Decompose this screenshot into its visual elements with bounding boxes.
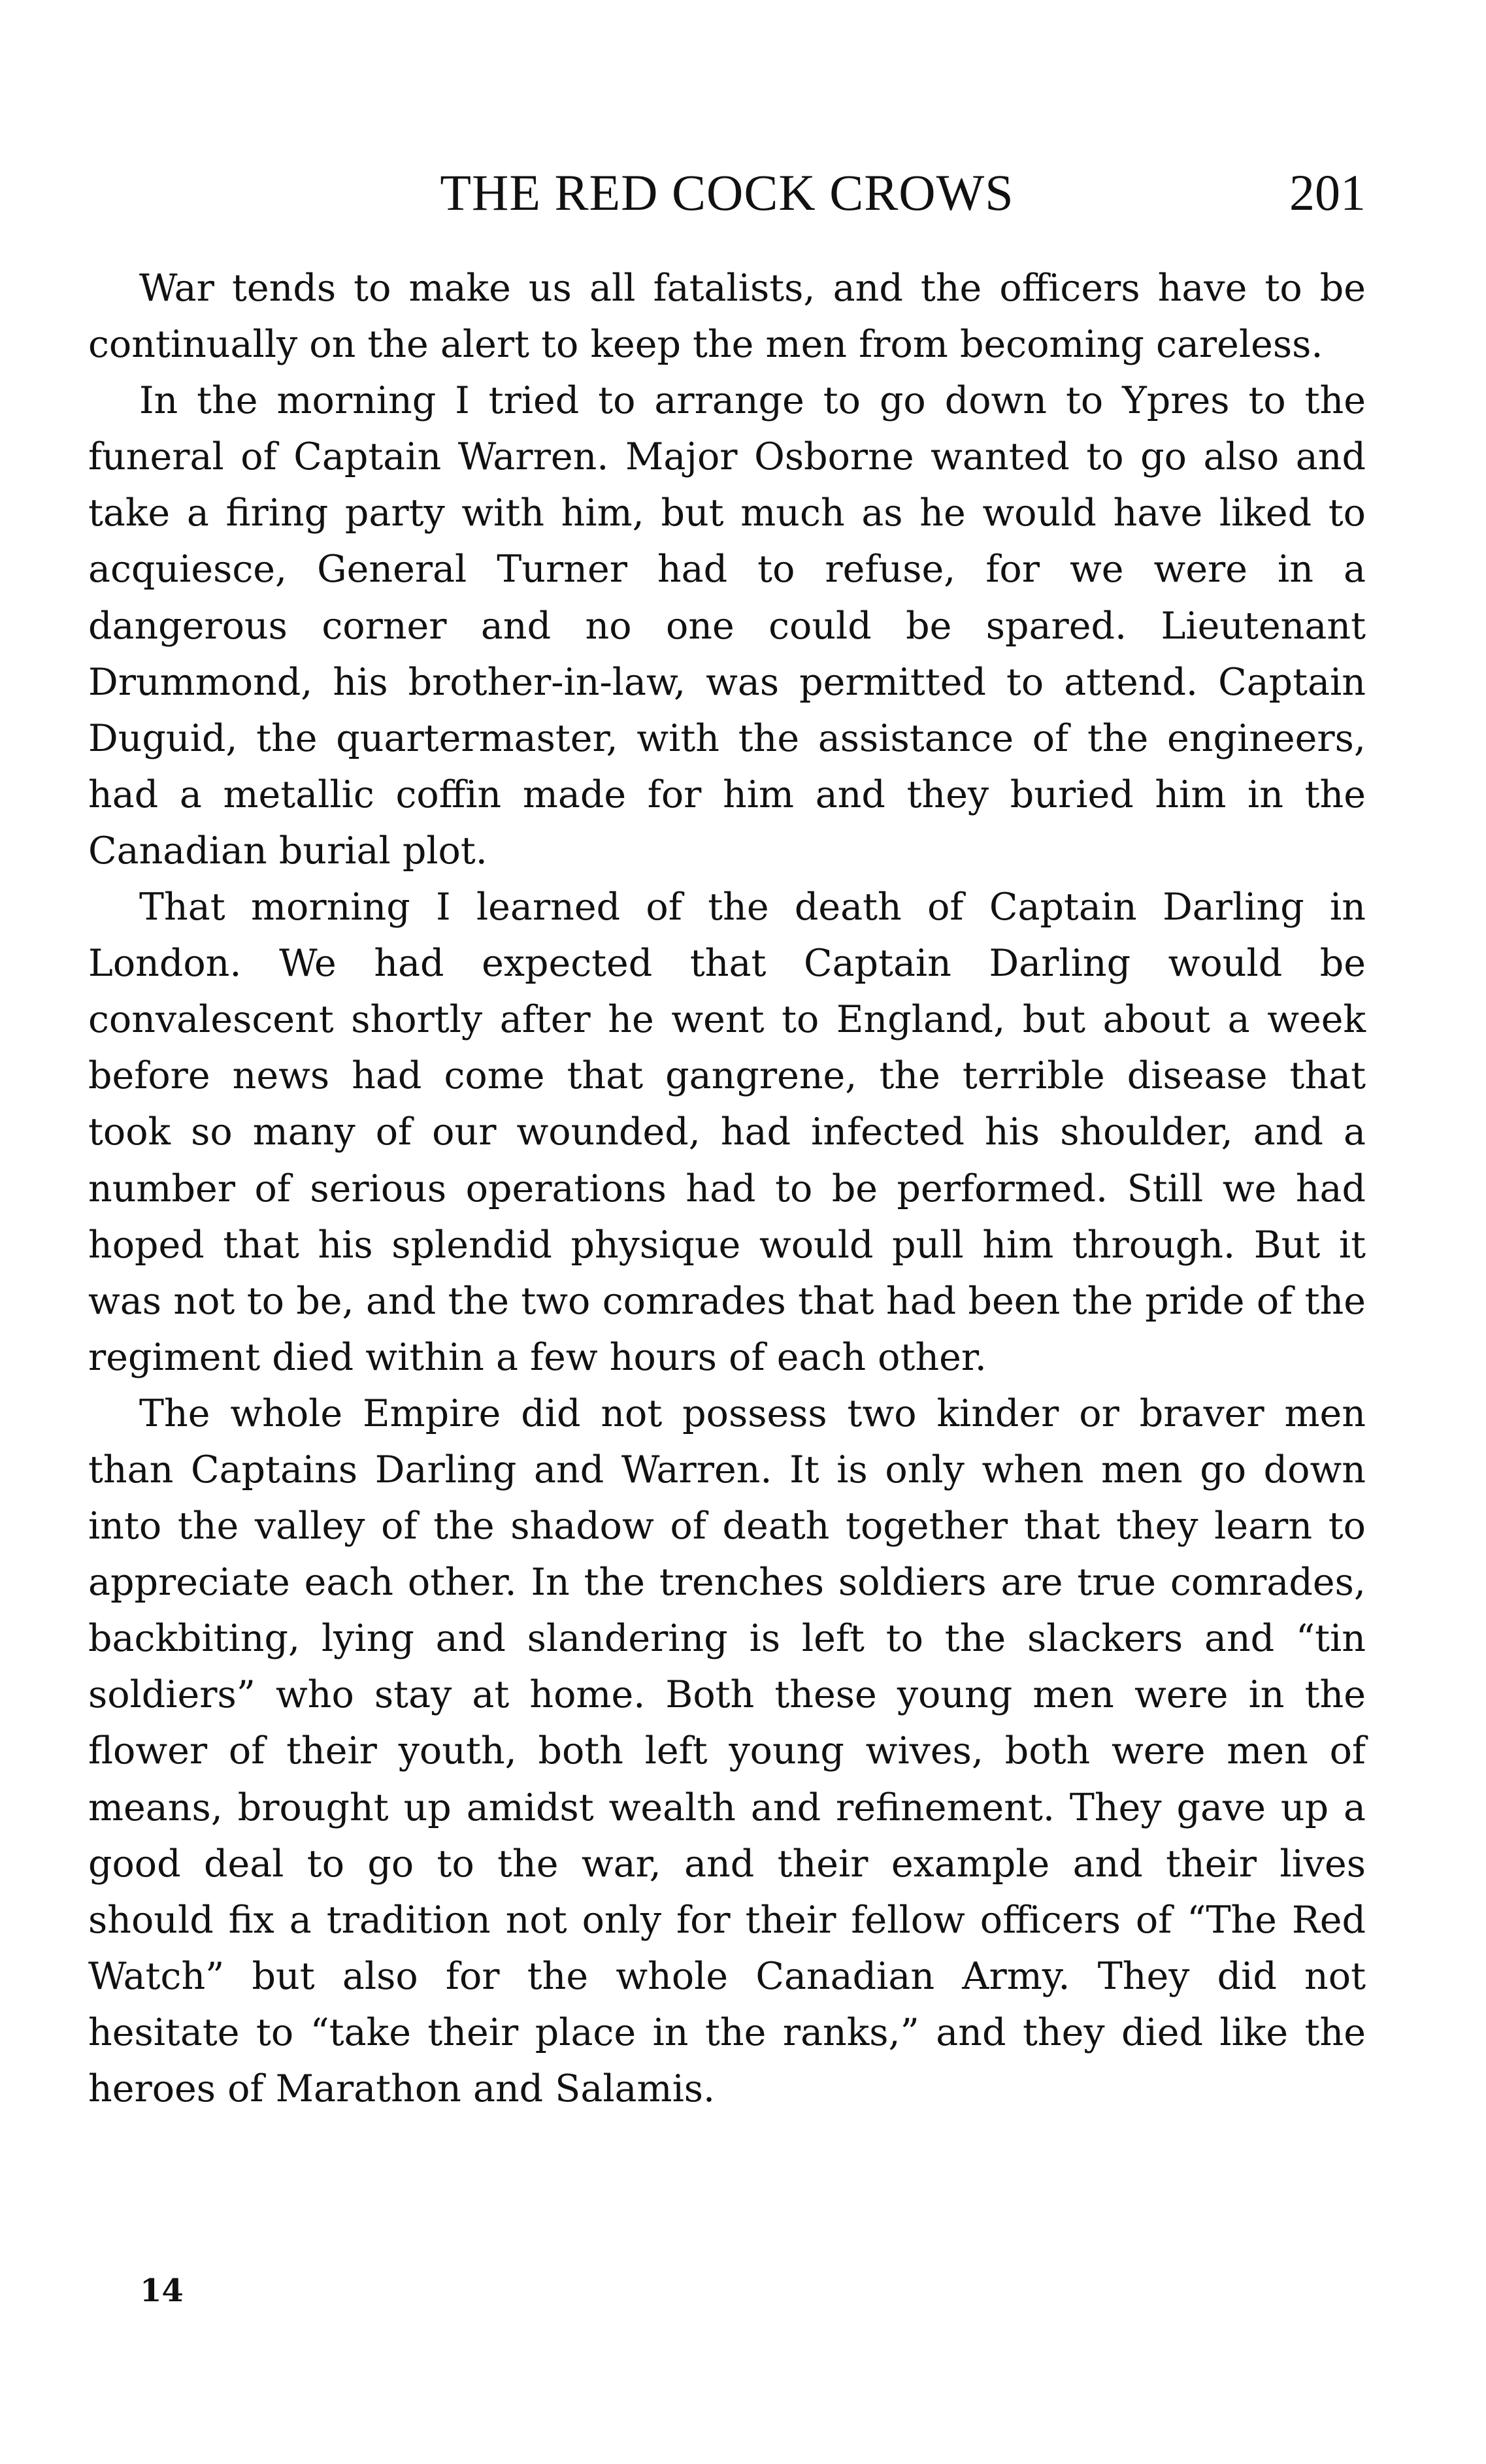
- running-head: [88, 157, 1366, 229]
- body-text: [88, 260, 1366, 2117]
- running-title: THE RED COCK CROWS: [440, 164, 1014, 221]
- signature-mark: 14: [140, 2273, 184, 2309]
- paragraph-tribute: The whole Empire did not possess two kinder or braver men than Captains Darling and Warren. It is only when men go down into the valley of the shadow of death together that they learn to appreciate each other. In the trenches soldiers are true comrades, backbiting, lying and slandering is left to the slackers and “tin soldiers” who stay at home. Both these young men were in the flower of their youth, both left young wives, both were men of means, brought up amidst wealth and refinement. They gave up a good deal to go to the war, and their example and their lives should fix a tradition not only for their fellow officers of “The Red Watch” but also for the whole Canadian Army. They did not hesitate to “take their place in the ranks,” and they died like the heroes of Marathon and Salamis.: [88, 1391, 1366, 2110]
- paragraph-funeral: In the morning I tried to arrange to go down to Ypres to the funeral of Captain Warren. Major Osborne wanted to go also and take a firing party with him, but much as he would have liked to acquiesce, General Turner had to refuse, for we were in a dangerous corner and no one could be spared. Lieutenant Drummond, his brother-in-law, was permitted to attend. Captain Duguid, the quartermaster, with the assistance of the engineers, had a metallic coffin made for him and they buried him in the Canadian burial plot.: [88, 379, 1366, 873]
- page-number: 201: [1289, 164, 1366, 221]
- paragraph-death-of-darling: That morning I learned of the death of Captain Darling in London. We had expected that Captain Darling would be convalescent shortly after he went to England, but about a week before news had come that gangrene, the terrible disease that took so many of our wounded, had infected his shoulder, and a number of serious operations had to be performed. Still we had hoped that his splendid physique would pull him through. But it was not to be, and the two comrades that had been the pride of the regiment died within a few hours of each other.: [88, 886, 1366, 1379]
- paragraph-fatalists: War tends to make us all fatalists, and the officers have to be continually on the alert to keep the men from becoming careless.: [88, 267, 1366, 367]
